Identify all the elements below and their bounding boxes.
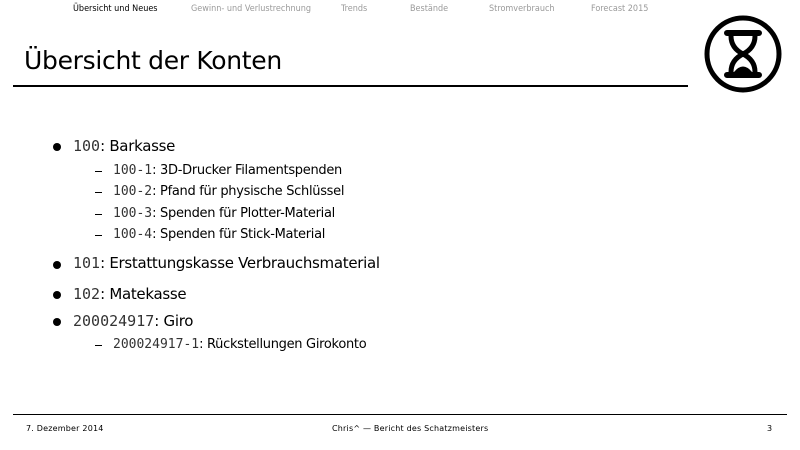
dash-icon	[95, 171, 102, 172]
account-item-100	[73, 137, 175, 155]
subaccount-item-100-2	[113, 184, 344, 199]
account-code: 102	[73, 285, 101, 303]
slide-title: Übersicht der Konten	[24, 46, 282, 75]
dash-icon	[95, 345, 102, 346]
bullet-icon	[53, 261, 61, 269]
footer-divider	[13, 414, 787, 415]
subaccount-item-200024917-1	[113, 337, 366, 352]
account-name: : Giro	[154, 312, 194, 330]
nav-item-uebersicht[interactable]: Übersicht und Neues	[73, 4, 158, 14]
account-item-102	[73, 285, 186, 303]
subaccount-code: 200024917-1	[113, 337, 200, 352]
account-name: : Barkasse	[100, 137, 176, 155]
subaccount-name: : 3D-Drucker Filamentspenden	[152, 163, 342, 178]
subaccount-code: 100-3	[113, 206, 153, 221]
nav-item-trends[interactable]: Trends	[341, 4, 368, 14]
footer-date: 7. Dezember 2014	[26, 424, 104, 433]
subaccount-code: 100-4	[113, 227, 153, 242]
nav-item-bestaende[interactable]: Bestände	[410, 4, 449, 14]
subaccount-name: : Spenden für Stick-Material	[152, 227, 326, 242]
account-code: 200024917	[73, 312, 155, 330]
account-code: 101	[73, 254, 101, 272]
account-name: : Matekasse	[100, 285, 187, 303]
page-number: 3	[767, 424, 773, 433]
account-name: : Erstattungskasse Verbrauchsmaterial	[100, 254, 380, 272]
subaccount-item-100-1	[113, 163, 342, 178]
account-item-101	[73, 254, 380, 272]
dash-icon	[95, 235, 102, 236]
dash-icon	[95, 214, 102, 215]
nav-item-forecast[interactable]: Forecast 2015	[591, 4, 649, 14]
account-code: 100	[73, 137, 101, 155]
account-item-200024917	[73, 312, 193, 330]
subaccount-name: : Spenden für Plotter-Material	[152, 206, 335, 221]
nav-item-stromverbrauch[interactable]: Stromverbrauch	[489, 4, 555, 14]
dash-icon	[95, 192, 102, 193]
subaccount-name: : Rückstellungen Girokonto	[199, 337, 367, 352]
subaccount-code: 100-2	[113, 184, 153, 199]
subaccount-item-100-3	[113, 206, 335, 221]
bullet-icon	[53, 143, 61, 151]
footer-author-title: Chris^ — Bericht des Schatzmeisters	[332, 424, 489, 433]
subaccount-code: 100-1	[113, 163, 153, 178]
bullet-icon	[53, 318, 61, 326]
bullet-icon	[53, 291, 61, 299]
subaccount-item-100-4	[113, 227, 325, 242]
nav-item-guv[interactable]: Gewinn- und Verlustrechnung	[191, 4, 312, 14]
subaccount-name: : Pfand für physische Schlüssel	[152, 184, 345, 199]
